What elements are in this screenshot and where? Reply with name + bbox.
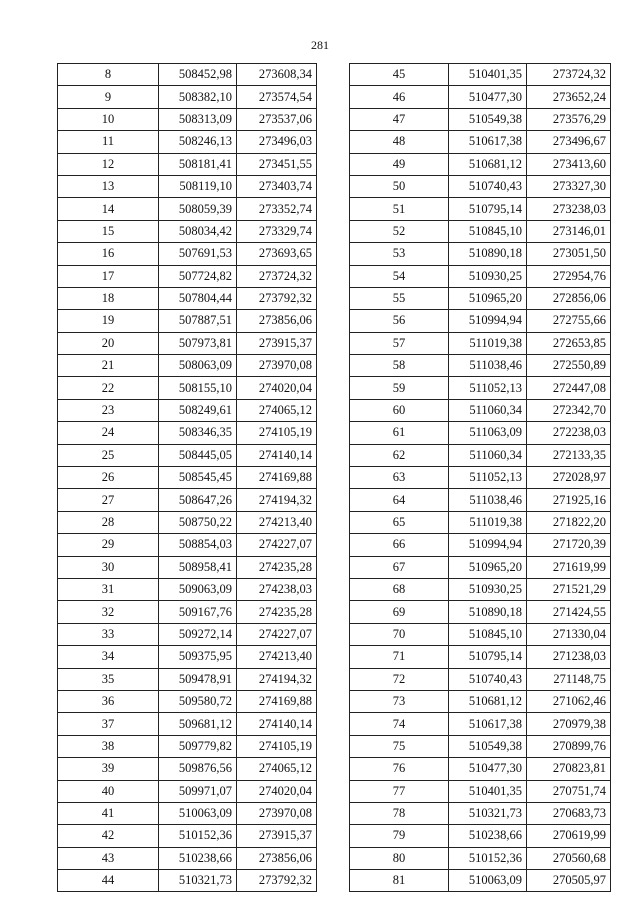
x-coordinate-cell: 510321,73 <box>449 802 527 824</box>
y-coordinate-cell: 273403,74 <box>237 175 317 197</box>
x-coordinate-cell: 511060,34 <box>449 444 527 466</box>
point-number-cell: 71 <box>350 646 449 668</box>
table-row <box>58 646 317 668</box>
point-number-cell: 31 <box>58 578 159 600</box>
table-row <box>58 489 317 511</box>
point-number-cell: 53 <box>350 243 449 265</box>
point-number-cell: 62 <box>350 444 449 466</box>
table-row <box>350 623 611 645</box>
point-number-cell: 21 <box>58 355 159 377</box>
y-coordinate-cell: 271238,03 <box>527 646 611 668</box>
x-coordinate-cell: 508249,61 <box>159 399 237 421</box>
table-row <box>350 870 611 892</box>
table-row <box>58 735 317 757</box>
table-row <box>350 153 611 175</box>
y-coordinate-cell: 274194,32 <box>237 668 317 690</box>
table-row <box>58 690 317 712</box>
x-coordinate-cell: 509876,56 <box>159 758 237 780</box>
point-number-cell: 15 <box>58 220 159 242</box>
table-row <box>350 735 611 757</box>
point-number-cell: 51 <box>350 198 449 220</box>
point-number-cell: 58 <box>350 355 449 377</box>
point-number-cell: 81 <box>350 870 449 892</box>
point-number-cell: 73 <box>350 690 449 712</box>
point-number-cell: 57 <box>350 332 449 354</box>
point-number-cell: 42 <box>58 825 159 847</box>
x-coordinate-cell: 509272,14 <box>159 623 237 645</box>
point-number-cell: 23 <box>58 399 159 421</box>
x-coordinate-cell: 511063,09 <box>449 422 527 444</box>
y-coordinate-cell: 270683,73 <box>527 802 611 824</box>
y-coordinate-cell: 273537,06 <box>237 108 317 130</box>
table-row <box>350 489 611 511</box>
table-row <box>58 287 317 309</box>
y-coordinate-cell: 274169,88 <box>237 467 317 489</box>
y-coordinate-cell: 270560,68 <box>527 847 611 869</box>
x-coordinate-cell: 509779,82 <box>159 735 237 757</box>
y-coordinate-cell: 274020,04 <box>237 377 317 399</box>
point-number-cell: 79 <box>350 825 449 847</box>
table-row <box>350 556 611 578</box>
point-number-cell: 75 <box>350 735 449 757</box>
table-row <box>58 467 317 489</box>
table-row <box>350 713 611 735</box>
y-coordinate-cell: 273576,29 <box>527 108 611 130</box>
point-number-cell: 61 <box>350 422 449 444</box>
table-row <box>350 825 611 847</box>
point-number-cell: 25 <box>58 444 159 466</box>
point-number-cell: 37 <box>58 713 159 735</box>
y-coordinate-cell: 273413,60 <box>527 153 611 175</box>
x-coordinate-cell: 511038,46 <box>449 355 527 377</box>
x-coordinate-cell: 509375,95 <box>159 646 237 668</box>
table-row <box>350 175 611 197</box>
point-number-cell: 18 <box>58 287 159 309</box>
point-number-cell: 59 <box>350 377 449 399</box>
x-coordinate-cell: 510549,38 <box>449 735 527 757</box>
point-number-cell: 74 <box>350 713 449 735</box>
x-coordinate-cell: 508854,03 <box>159 534 237 556</box>
x-coordinate-cell: 508181,41 <box>159 153 237 175</box>
x-coordinate-cell: 510152,36 <box>159 825 237 847</box>
table-row <box>350 377 611 399</box>
table-row <box>58 377 317 399</box>
point-number-cell: 66 <box>350 534 449 556</box>
table-row <box>58 332 317 354</box>
point-number-cell: 9 <box>58 86 159 108</box>
y-coordinate-cell: 272133,35 <box>527 444 611 466</box>
y-coordinate-cell: 274169,88 <box>237 690 317 712</box>
x-coordinate-cell: 511052,13 <box>449 377 527 399</box>
table-row <box>350 690 611 712</box>
x-coordinate-cell: 508034,42 <box>159 220 237 242</box>
table-row <box>58 578 317 600</box>
y-coordinate-cell: 272755,66 <box>527 310 611 332</box>
x-coordinate-cell: 508750,22 <box>159 511 237 533</box>
x-coordinate-cell: 510930,25 <box>449 265 527 287</box>
table-row <box>350 355 611 377</box>
x-coordinate-cell: 510994,94 <box>449 310 527 332</box>
y-coordinate-cell: 272238,03 <box>527 422 611 444</box>
x-coordinate-cell: 510238,66 <box>449 825 527 847</box>
coordinates-table-right <box>349 63 611 892</box>
x-coordinate-cell: 508313,09 <box>159 108 237 130</box>
table-row <box>58 64 317 86</box>
point-number-cell: 14 <box>58 198 159 220</box>
table-row <box>350 758 611 780</box>
point-number-cell: 45 <box>350 64 449 86</box>
x-coordinate-cell: 510681,12 <box>449 690 527 712</box>
x-coordinate-cell: 508246,13 <box>159 131 237 153</box>
table-row <box>350 310 611 332</box>
x-coordinate-cell: 510238,66 <box>159 847 237 869</box>
x-coordinate-cell: 511019,38 <box>449 511 527 533</box>
x-coordinate-cell: 509681,12 <box>159 713 237 735</box>
y-coordinate-cell: 274213,40 <box>237 511 317 533</box>
x-coordinate-cell: 508059,39 <box>159 198 237 220</box>
point-number-cell: 38 <box>58 735 159 757</box>
y-coordinate-cell: 274227,07 <box>237 534 317 556</box>
table-row <box>58 153 317 175</box>
x-coordinate-cell: 508445,05 <box>159 444 237 466</box>
point-number-cell: 34 <box>58 646 159 668</box>
table-row <box>58 243 317 265</box>
table-row <box>350 802 611 824</box>
table-row <box>350 220 611 242</box>
y-coordinate-cell: 274105,19 <box>237 422 317 444</box>
y-coordinate-cell: 272954,76 <box>527 265 611 287</box>
y-coordinate-cell: 271330,04 <box>527 623 611 645</box>
x-coordinate-cell: 511052,13 <box>449 467 527 489</box>
table-row <box>58 444 317 466</box>
x-coordinate-cell: 508346,35 <box>159 422 237 444</box>
x-coordinate-cell: 508155,10 <box>159 377 237 399</box>
y-coordinate-cell: 272653,85 <box>527 332 611 354</box>
x-coordinate-cell: 509478,91 <box>159 668 237 690</box>
x-coordinate-cell: 510321,73 <box>159 870 237 892</box>
x-coordinate-cell: 507691,53 <box>159 243 237 265</box>
y-coordinate-cell: 273496,03 <box>237 131 317 153</box>
x-coordinate-cell: 510890,18 <box>449 243 527 265</box>
y-coordinate-cell: 273856,06 <box>237 310 317 332</box>
x-coordinate-cell: 508647,26 <box>159 489 237 511</box>
point-number-cell: 10 <box>58 108 159 130</box>
y-coordinate-cell: 270505,97 <box>527 870 611 892</box>
y-coordinate-cell: 270751,74 <box>527 780 611 802</box>
point-number-cell: 35 <box>58 668 159 690</box>
point-number-cell: 50 <box>350 175 449 197</box>
y-coordinate-cell: 274105,19 <box>237 735 317 757</box>
table-row <box>350 534 611 556</box>
x-coordinate-cell: 508452,98 <box>159 64 237 86</box>
x-coordinate-cell: 510401,35 <box>449 64 527 86</box>
table-row <box>350 578 611 600</box>
point-number-cell: 8 <box>58 64 159 86</box>
x-coordinate-cell: 510845,10 <box>449 623 527 645</box>
y-coordinate-cell: 270899,76 <box>527 735 611 757</box>
y-coordinate-cell: 273792,32 <box>237 287 317 309</box>
point-number-cell: 26 <box>58 467 159 489</box>
point-number-cell: 20 <box>58 332 159 354</box>
x-coordinate-cell: 509063,09 <box>159 578 237 600</box>
table-row <box>350 780 611 802</box>
table-row <box>58 220 317 242</box>
y-coordinate-cell: 271822,20 <box>527 511 611 533</box>
table-row <box>58 556 317 578</box>
x-coordinate-cell: 511060,34 <box>449 399 527 421</box>
point-number-cell: 65 <box>350 511 449 533</box>
x-coordinate-cell: 511019,38 <box>449 332 527 354</box>
y-coordinate-cell: 273970,08 <box>237 802 317 824</box>
y-coordinate-cell: 273238,03 <box>527 198 611 220</box>
table-row <box>350 511 611 533</box>
y-coordinate-cell: 271521,29 <box>527 578 611 600</box>
y-coordinate-cell: 270619,99 <box>527 825 611 847</box>
point-number-cell: 11 <box>58 131 159 153</box>
point-number-cell: 41 <box>58 802 159 824</box>
point-number-cell: 30 <box>58 556 159 578</box>
x-coordinate-cell: 510401,35 <box>449 780 527 802</box>
table-row <box>350 444 611 466</box>
x-coordinate-cell: 510477,30 <box>449 758 527 780</box>
table-row <box>350 243 611 265</box>
x-coordinate-cell: 508545,45 <box>159 467 237 489</box>
x-coordinate-cell: 510549,38 <box>449 108 527 130</box>
x-coordinate-cell: 510063,09 <box>449 870 527 892</box>
table-row <box>58 802 317 824</box>
y-coordinate-cell: 273856,06 <box>237 847 317 869</box>
point-number-cell: 55 <box>350 287 449 309</box>
table-row <box>350 332 611 354</box>
x-coordinate-cell: 509580,72 <box>159 690 237 712</box>
table-row <box>58 86 317 108</box>
y-coordinate-cell: 272028,97 <box>527 467 611 489</box>
point-number-cell: 52 <box>350 220 449 242</box>
y-coordinate-cell: 274235,28 <box>237 556 317 578</box>
y-coordinate-cell: 273915,37 <box>237 332 317 354</box>
table-row <box>350 287 611 309</box>
table-row <box>58 422 317 444</box>
table-row <box>58 825 317 847</box>
table-row <box>350 108 611 130</box>
point-number-cell: 22 <box>58 377 159 399</box>
table-row <box>58 108 317 130</box>
y-coordinate-cell: 273724,32 <box>237 265 317 287</box>
table-row <box>58 668 317 690</box>
x-coordinate-cell: 507887,51 <box>159 310 237 332</box>
point-number-cell: 64 <box>350 489 449 511</box>
y-coordinate-cell: 273724,32 <box>527 64 611 86</box>
y-coordinate-cell: 272856,06 <box>527 287 611 309</box>
y-coordinate-cell: 274235,28 <box>237 601 317 623</box>
table-row <box>350 467 611 489</box>
x-coordinate-cell: 510795,14 <box>449 646 527 668</box>
point-number-cell: 29 <box>58 534 159 556</box>
table-row <box>350 198 611 220</box>
table-row <box>58 601 317 623</box>
table-row <box>350 131 611 153</box>
x-coordinate-cell: 509167,76 <box>159 601 237 623</box>
point-number-cell: 76 <box>350 758 449 780</box>
table-row <box>350 847 611 869</box>
table-row <box>350 646 611 668</box>
point-number-cell: 56 <box>350 310 449 332</box>
point-number-cell: 68 <box>350 578 449 600</box>
x-coordinate-cell: 510890,18 <box>449 601 527 623</box>
y-coordinate-cell: 274065,12 <box>237 399 317 421</box>
table-row <box>58 623 317 645</box>
y-coordinate-cell: 274238,03 <box>237 578 317 600</box>
point-number-cell: 72 <box>350 668 449 690</box>
x-coordinate-cell: 507804,44 <box>159 287 237 309</box>
table-row <box>58 847 317 869</box>
page-number: 281 <box>311 38 329 52</box>
point-number-cell: 67 <box>350 556 449 578</box>
x-coordinate-cell: 510740,43 <box>449 175 527 197</box>
y-coordinate-cell: 271925,16 <box>527 489 611 511</box>
table-row <box>350 601 611 623</box>
y-coordinate-cell: 271619,99 <box>527 556 611 578</box>
point-number-cell: 19 <box>58 310 159 332</box>
y-coordinate-cell: 273693,65 <box>237 243 317 265</box>
table-row <box>58 355 317 377</box>
y-coordinate-cell: 273327,30 <box>527 175 611 197</box>
x-coordinate-cell: 507724,82 <box>159 265 237 287</box>
table-row <box>58 310 317 332</box>
x-coordinate-cell: 509971,07 <box>159 780 237 802</box>
y-coordinate-cell: 273496,67 <box>527 131 611 153</box>
x-coordinate-cell: 510063,09 <box>159 802 237 824</box>
y-coordinate-cell: 272342,70 <box>527 399 611 421</box>
y-coordinate-cell: 274194,32 <box>237 489 317 511</box>
coordinates-table-left <box>57 63 317 892</box>
x-coordinate-cell: 510795,14 <box>449 198 527 220</box>
y-coordinate-cell: 271424,55 <box>527 601 611 623</box>
point-number-cell: 54 <box>350 265 449 287</box>
table-row <box>58 780 317 802</box>
y-coordinate-cell: 273146,01 <box>527 220 611 242</box>
y-coordinate-cell: 274213,40 <box>237 646 317 668</box>
y-coordinate-cell: 273352,74 <box>237 198 317 220</box>
point-number-cell: 47 <box>350 108 449 130</box>
y-coordinate-cell: 270979,38 <box>527 713 611 735</box>
point-number-cell: 63 <box>350 467 449 489</box>
x-coordinate-cell: 510965,20 <box>449 287 527 309</box>
table-row <box>350 265 611 287</box>
point-number-cell: 77 <box>350 780 449 802</box>
x-coordinate-cell: 510845,10 <box>449 220 527 242</box>
x-coordinate-cell: 508382,10 <box>159 86 237 108</box>
y-coordinate-cell: 274140,14 <box>237 713 317 735</box>
table-row <box>58 534 317 556</box>
point-number-cell: 69 <box>350 601 449 623</box>
x-coordinate-cell: 510994,94 <box>449 534 527 556</box>
y-coordinate-cell: 273608,34 <box>237 64 317 86</box>
y-coordinate-cell: 273051,50 <box>527 243 611 265</box>
table-row <box>58 870 317 892</box>
x-coordinate-cell: 510930,25 <box>449 578 527 600</box>
table-row <box>58 175 317 197</box>
table-row <box>350 86 611 108</box>
x-coordinate-cell: 510740,43 <box>449 668 527 690</box>
y-coordinate-cell: 274140,14 <box>237 444 317 466</box>
point-number-cell: 43 <box>58 847 159 869</box>
y-coordinate-cell: 270823,81 <box>527 758 611 780</box>
point-number-cell: 39 <box>58 758 159 780</box>
point-number-cell: 60 <box>350 399 449 421</box>
y-coordinate-cell: 273915,37 <box>237 825 317 847</box>
point-number-cell: 13 <box>58 175 159 197</box>
table-row <box>350 422 611 444</box>
point-number-cell: 32 <box>58 601 159 623</box>
x-coordinate-cell: 510617,38 <box>449 131 527 153</box>
table-row <box>58 265 317 287</box>
x-coordinate-cell: 510965,20 <box>449 556 527 578</box>
y-coordinate-cell: 273329,74 <box>237 220 317 242</box>
point-number-cell: 28 <box>58 511 159 533</box>
table-row <box>350 668 611 690</box>
x-coordinate-cell: 510617,38 <box>449 713 527 735</box>
point-number-cell: 12 <box>58 153 159 175</box>
y-coordinate-cell: 272447,08 <box>527 377 611 399</box>
y-coordinate-cell: 274227,07 <box>237 623 317 645</box>
table-row <box>58 198 317 220</box>
table-row <box>350 64 611 86</box>
y-coordinate-cell: 274065,12 <box>237 758 317 780</box>
y-coordinate-cell: 271720,39 <box>527 534 611 556</box>
x-coordinate-cell: 508063,09 <box>159 355 237 377</box>
point-number-cell: 44 <box>58 870 159 892</box>
y-coordinate-cell: 274020,04 <box>237 780 317 802</box>
table-row <box>58 511 317 533</box>
point-number-cell: 17 <box>58 265 159 287</box>
point-number-cell: 46 <box>350 86 449 108</box>
point-number-cell: 16 <box>58 243 159 265</box>
y-coordinate-cell: 271148,75 <box>527 668 611 690</box>
y-coordinate-cell: 273970,08 <box>237 355 317 377</box>
point-number-cell: 24 <box>58 422 159 444</box>
table-row <box>58 758 317 780</box>
y-coordinate-cell: 273451,55 <box>237 153 317 175</box>
y-coordinate-cell: 271062,46 <box>527 690 611 712</box>
x-coordinate-cell: 508119,10 <box>159 175 237 197</box>
x-coordinate-cell: 507973,81 <box>159 332 237 354</box>
x-coordinate-cell: 511038,46 <box>449 489 527 511</box>
table-row <box>350 399 611 421</box>
table-row <box>58 713 317 735</box>
table-row <box>58 399 317 421</box>
point-number-cell: 49 <box>350 153 449 175</box>
point-number-cell: 48 <box>350 131 449 153</box>
point-number-cell: 78 <box>350 802 449 824</box>
y-coordinate-cell: 272550,89 <box>527 355 611 377</box>
y-coordinate-cell: 273652,24 <box>527 86 611 108</box>
point-number-cell: 36 <box>58 690 159 712</box>
point-number-cell: 33 <box>58 623 159 645</box>
point-number-cell: 40 <box>58 780 159 802</box>
x-coordinate-cell: 508958,41 <box>159 556 237 578</box>
point-number-cell: 70 <box>350 623 449 645</box>
point-number-cell: 80 <box>350 847 449 869</box>
x-coordinate-cell: 510477,30 <box>449 86 527 108</box>
x-coordinate-cell: 510681,12 <box>449 153 527 175</box>
y-coordinate-cell: 273792,32 <box>237 870 317 892</box>
table-row <box>58 131 317 153</box>
x-coordinate-cell: 510152,36 <box>449 847 527 869</box>
point-number-cell: 27 <box>58 489 159 511</box>
y-coordinate-cell: 273574,54 <box>237 86 317 108</box>
